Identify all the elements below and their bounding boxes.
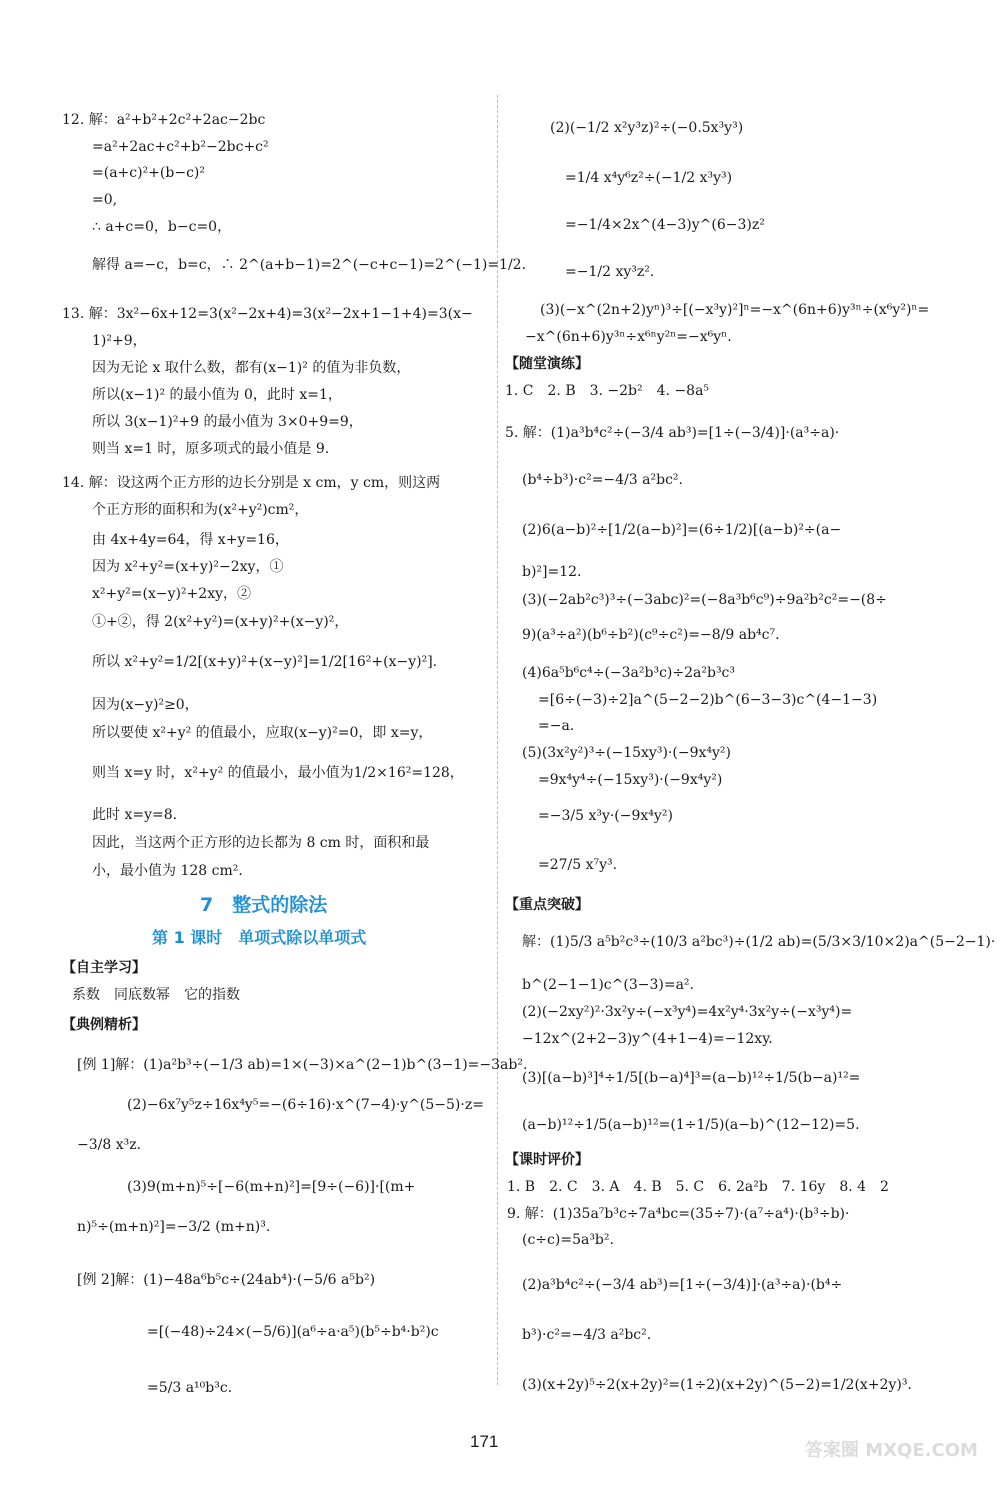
text-line: 所以要使 x²+y² 的值最小，应取(x−y)²=0，即 x=y， bbox=[92, 725, 433, 741]
text-line: 由 4x+4y=64，得 x+y=16， bbox=[92, 532, 289, 548]
text-line: (3)(−x^(2n+2)yⁿ)³÷[(−x³y)²]ⁿ=−x^(6n+6)y³ⁿ÷(x⁶y²)ⁿ= bbox=[540, 302, 930, 318]
text-line: b^(2−1−1)c^(3−3)=a². bbox=[522, 977, 694, 993]
section-zizhu: 【自主学习】 bbox=[62, 960, 146, 976]
text-line: ①+②，得 2(x²+y²)=(x+y)²+(x−y)²， bbox=[92, 614, 349, 630]
text-line: 1. B 2. C 3. A 4. B 5. C 6. 2a²b 7. 16y 8. 4 2 bbox=[507, 1179, 889, 1195]
text-line: (c÷c)=5a³b². bbox=[522, 1232, 614, 1248]
text-line: (2)−6x⁷y⁵z÷16x⁴y⁵=−(6÷16)·x^(7−4)·y^(5−5)·z= bbox=[127, 1097, 484, 1113]
text-line: (a−b)¹²÷1/5(a−b)¹²=(1÷1/5)(a−b)^(12−12)=5. bbox=[522, 1117, 860, 1133]
text-line: 13. 解：3x²−6x+12=3(x²−2x+4)=3(x²−2x+1−1+4)=3(x− bbox=[62, 306, 473, 322]
text-line: (3)[(a−b)³]⁴÷1/5[(b−a)⁴]³=(a−b)¹²÷1/5(b−a)¹²= bbox=[522, 1070, 861, 1086]
text-line: −x^(6n+6)y³ⁿ÷x⁶ⁿy²ⁿ=−x⁶yⁿ. bbox=[525, 329, 732, 345]
text-line: 则当 x=1 时，原多项式的最小值是 9. bbox=[92, 441, 330, 457]
text-line: (b⁴÷b³)·c²=−4/3 a²bc². bbox=[522, 472, 683, 488]
text-line: 9)(a³÷a²)(b⁶÷b²)(c⁹÷c²)=−8/9 ab⁴c⁷. bbox=[522, 627, 780, 643]
text-line: b³)·c²=−4/3 a²bc². bbox=[522, 1327, 652, 1343]
text-line: 所以(x−1)² 的最小值为 0，此时 x=1， bbox=[92, 387, 342, 403]
zizhu-answer: 系数 同底数幂 它的指数 bbox=[72, 987, 240, 1003]
text-line: 解得 a=−c，b=c，∴ 2^(a+b−1)=2^(−c+c−1)=2^(−1)=1/2. bbox=[92, 257, 527, 273]
page-number: 171 bbox=[470, 1432, 499, 1451]
text-line: (3)9(m+n)⁵÷[−6(m+n)²]=[9÷(−6)]·[(m+ bbox=[127, 1179, 416, 1195]
text-line: [例 1]解：(1)a²b³÷(−1/3 ab)=1×(−3)×a^(2−1)b^(3−1)=−3ab². bbox=[77, 1057, 528, 1073]
text-line: 12. 解：a²+b²+2c²+2ac−2bc bbox=[62, 112, 266, 128]
text-line: 5. 解：(1)a³b⁴c²÷(−3/4 ab³)=[1÷(−3/4)]·(a³÷a)· bbox=[505, 425, 840, 441]
section-keshi: 【课时评价】 bbox=[505, 1152, 589, 1168]
text-line: 解：(1)5/3 a⁵b²c³÷(10/3 a²bc³)÷(1/2 ab)=(5/3×3/10×2)a^(5−2−1)· bbox=[522, 934, 996, 950]
text-line: ∴ a+c=0，b−c=0， bbox=[92, 219, 232, 235]
text-line: x²+y²=(x−y)²+2xy，② bbox=[92, 586, 252, 602]
lesson-subtitle: 第 1 课时 单项式除以单项式 bbox=[152, 928, 367, 947]
text-line: 此时 x=y=8. bbox=[92, 807, 178, 823]
text-line: =5/3 a¹⁰b³c. bbox=[147, 1380, 233, 1396]
text-line: 所以 x²+y²=1/2[(x+y)²+(x−y)²]=1/2[16²+(x−y)²]. bbox=[92, 654, 438, 670]
text-line: =a²+2ac+c²+b²−2bc+c² bbox=[92, 139, 269, 155]
text-line: (2)(−2xy²)²·3x²y÷(−x³y⁴)=4x²y⁴·3x²y÷(−x³y⁴)= bbox=[522, 1004, 853, 1020]
text-line: =1/4 x⁴y⁶z²÷(−1/2 x³y³) bbox=[565, 170, 733, 186]
text-line: =(a+c)²+(b−c)² bbox=[92, 165, 205, 181]
column-divider bbox=[497, 95, 498, 1385]
text-line: 因为无论 x 取什么数，都有(x−1)² 的值为非负数， bbox=[92, 360, 411, 376]
section-dianli: 【典例精析】 bbox=[62, 1017, 146, 1033]
text-line: =9x⁴y⁴÷(−15xy³)·(−9x⁴y²) bbox=[538, 772, 723, 788]
text-line: =−a. bbox=[538, 718, 575, 734]
text-line: (5)(3x²y²)³÷(−15xy³)·(−9x⁴y²) bbox=[522, 745, 731, 761]
text-line: 因为 x²+y²=(x+y)²−2xy，① bbox=[92, 559, 284, 575]
text-line: =0, bbox=[92, 192, 118, 208]
text-line: 则当 x=y 时，x²+y² 的值最小，最小值为1/2×16²=128， bbox=[92, 765, 464, 781]
section-title: 7 整式的除法 bbox=[200, 894, 328, 916]
text-line: (2)6(a−b)²÷[1/2(a−b)²]=(6÷1/2)[(a−b)²÷(a− bbox=[522, 522, 842, 538]
text-line: =27/5 x⁷y³. bbox=[538, 857, 618, 873]
section-zhongdian: 【重点突破】 bbox=[505, 897, 589, 913]
text-line: (2)(−1/2 x²y³z)²÷(−0.5x³y³) bbox=[550, 120, 744, 136]
text-line: (3)(−2ab²c³)³÷(−3abc)²=(−8a³b⁶c⁹)÷9a²b²c²=−(8÷ bbox=[522, 592, 887, 608]
text-line: (3)(x+2y)⁵÷2(x+2y)²=(1÷2)(x+2y)^(5−2)=1/2(x+2y)³. bbox=[522, 1377, 912, 1393]
text-line: n)⁵÷(m+n)²]=−3/2 (m+n)³. bbox=[77, 1219, 271, 1235]
watermark-logo: 答案圈 MXQE.COM bbox=[805, 1440, 978, 1461]
text-line: 因为(x−y)²≥0， bbox=[92, 697, 199, 713]
text-line: 小，最小值为 128 cm². bbox=[92, 863, 243, 879]
text-line: (2)a³b⁴c²÷(−3/4 ab³)=[1÷(−3/4)]·(a³÷a)·(b⁴÷ bbox=[522, 1277, 843, 1293]
text-line: [例 2]解：(1)−48a⁶b⁵c÷(24ab⁴)·(−5/6 a⁵b²) bbox=[77, 1272, 376, 1288]
text-line: 个正方形的面积和为(x²+y²)cm²， bbox=[92, 502, 309, 518]
text-line: 所以 3(x−1)²+9 的最小值为 3×0+9=9， bbox=[92, 414, 363, 430]
text-line: =−3/5 x³y·(−9x⁴y²) bbox=[538, 808, 673, 824]
text-line: b)²]=12. bbox=[522, 564, 582, 580]
section-suitang: 【随堂演练】 bbox=[505, 356, 589, 372]
text-line: =−1/2 xy³z². bbox=[565, 264, 655, 280]
text-line: =[6÷(−3)÷2]a^(5−2−2)b^(6−3−3)c^(4−1−3) bbox=[538, 692, 878, 708]
text-line: (4)6a⁵b⁶c⁴÷(−3a²b³c)÷2a²b³c³ bbox=[522, 665, 736, 681]
text-line: 1. C 2. B 3. −2b² 4. −8a⁵ bbox=[505, 383, 710, 399]
text-line: 9. 解：(1)35a⁷b³c÷7a⁴bc=(35÷7)·(a⁷÷a⁴)·(b³÷b)· bbox=[507, 1206, 850, 1222]
text-line: 因此，当这两个正方形的边长都为 8 cm 时，面积和最 bbox=[92, 835, 430, 851]
text-line: =[(−48)÷24×(−5/6)](a⁶÷a·a⁵)(b⁵÷b⁴·b²)c bbox=[147, 1324, 439, 1340]
text-line: 14. 解：设这两个正方形的边长分别是 x cm，y cm，则这两 bbox=[62, 475, 441, 491]
text-line: 1)²+9， bbox=[92, 333, 147, 349]
text-line: =−1/4×2x^(4−3)y^(6−3)z² bbox=[565, 217, 765, 233]
text-line: −3/8 x³z. bbox=[77, 1137, 142, 1153]
text-line: −12x^(2+2−3)y^(4+1−4)=−12xy. bbox=[522, 1031, 773, 1047]
